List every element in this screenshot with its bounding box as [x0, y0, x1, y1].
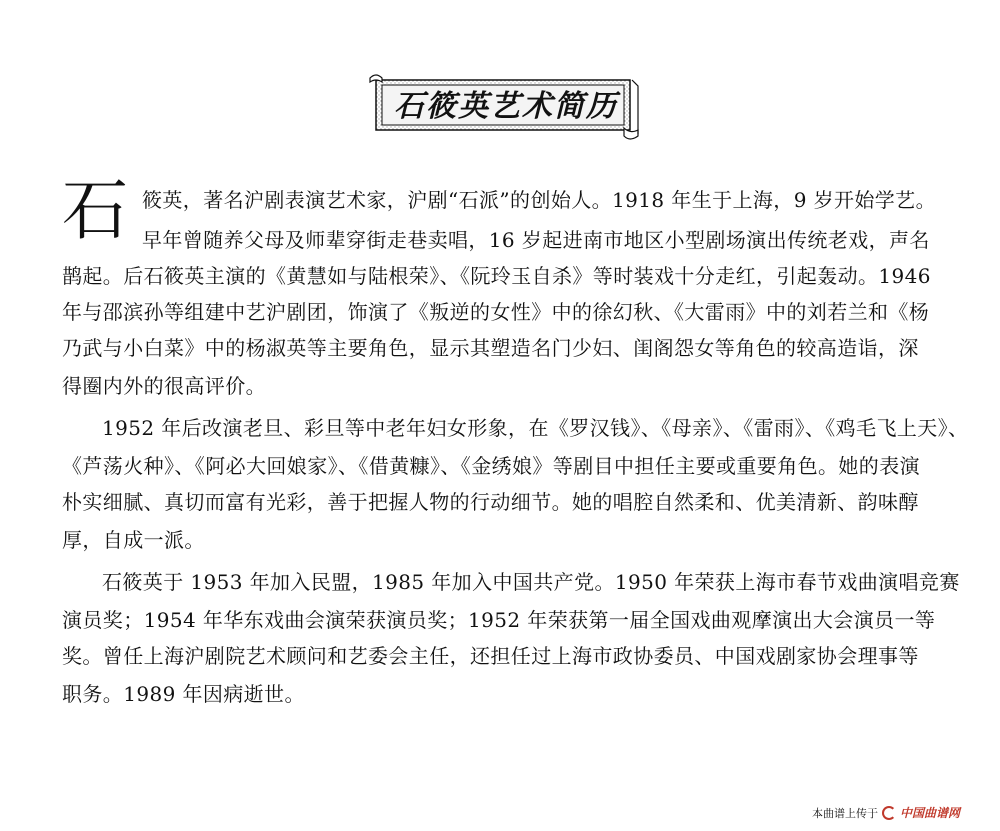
- paragraph-line: 《芦荡火种》、《阿必大回娘家》、《借黄糠》、《金绣娘》等剧目中担任主要或重要角色。她的表演: [62, 454, 920, 478]
- title-banner: [368, 72, 644, 142]
- drop-cap: 石: [62, 172, 128, 249]
- paragraph-line: 奖。曾任上海沪剧院艺术顾问和艺委会主任，还担任过上海市政协委员、中国戏剧家协会理事等: [62, 644, 919, 668]
- paragraph-line: 乃武与小白菜》中的杨淑英等主要角色，显示其塑造名门少妇、闺阁怨女等角色的较高造诣，深: [62, 336, 919, 360]
- paragraph-line: 1952 年后改演老旦、彩旦等中老年妇女形象，在《罗汉钱》、《母亲》、《雷雨》、《鸡毛飞上天》、: [102, 416, 969, 440]
- site-logo-icon: [882, 806, 896, 820]
- paragraph-line: 职务。1989 年因病逝世。: [62, 682, 305, 706]
- footer-watermark: [812, 804, 960, 821]
- paragraph-line: 厚，自成一派。: [62, 528, 205, 552]
- paragraph-line: 早年曾随养父母及师辈穿街走巷卖唱，16 岁起进南市地区小型剧场演出传统老戏，声名: [142, 228, 930, 252]
- paragraph-line: 年与邵滨孙等组建中艺沪剧团，饰演了《叛逆的女性》中的徐幻秋、《大雷雨》中的刘若兰和《杨: [62, 300, 930, 324]
- paragraph-line: 筱英，著名沪剧表演艺术家，沪剧“石派”的创始人。1918 年生于上海，9 岁开始学艺。: [142, 188, 936, 212]
- paragraph-line: 石筱英于 1953 年加入民盟，1985 年加入中国共产党。1950 年荣获上海市春节戏曲演唱竞赛: [102, 570, 960, 594]
- paragraph-line: 朴实细腻、真切而富有光彩，善于把握人物的行动细节。她的唱腔自然柔和、优美清新、韵味醇: [62, 490, 919, 514]
- site-logo-text: 中国曲谱网: [900, 806, 961, 820]
- paragraph-line: 得圈内外的很高评价。: [62, 374, 266, 398]
- paragraph-line: 鹊起。后石筱英主演的《黄慧如与陆根荣》、《阮玲玉自杀》等时装戏十分走红，引起轰动。1946: [62, 264, 931, 288]
- page-title: 石筱英艺术简历: [394, 89, 618, 124]
- footer-text: 本曲谱上传于: [812, 806, 878, 820]
- paragraph-line: 演员奖；1954 年华东戏曲会演荣获演员奖；1952 年荣获第一届全国戏曲观摩演出大会演员一等: [62, 608, 936, 632]
